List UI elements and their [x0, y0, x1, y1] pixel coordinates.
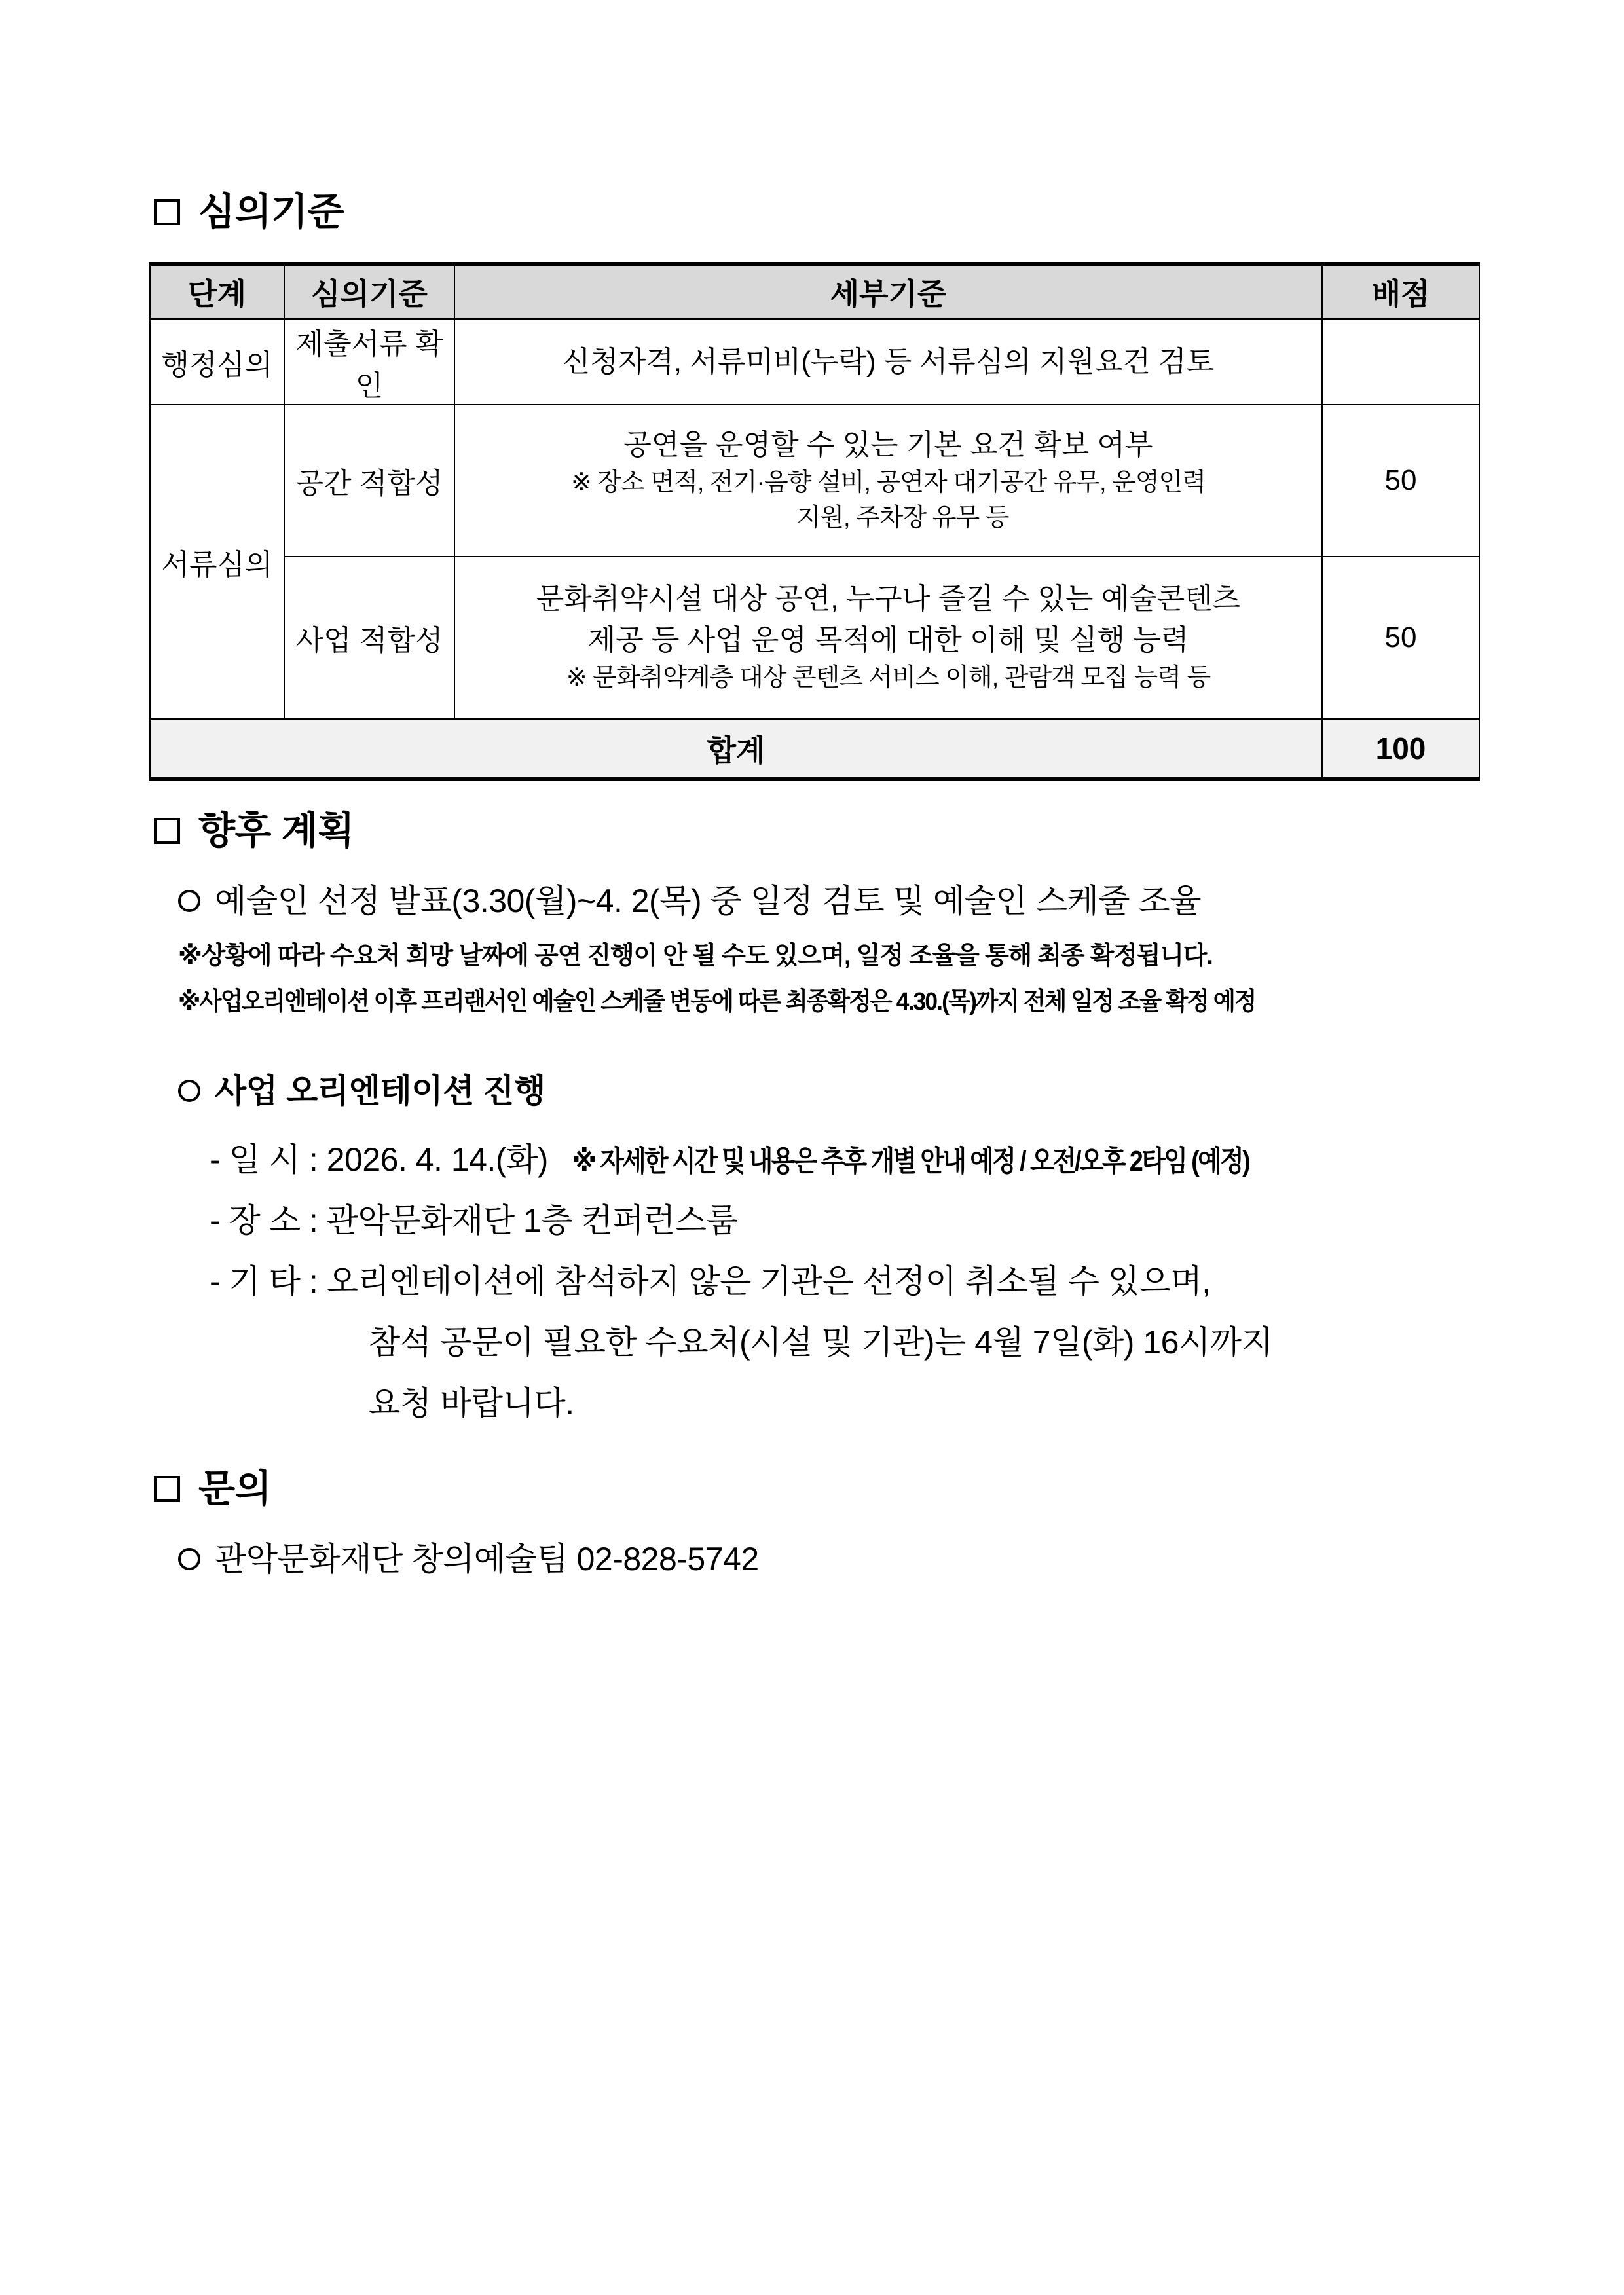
circle-bullet-icon [178, 890, 200, 912]
col-header-criterion: 심의기준 [284, 265, 454, 320]
cell-score-project: 50 [1322, 557, 1479, 719]
col-header-stage: 단계 [150, 265, 284, 320]
plan-item-orientation [178, 1071, 1488, 1112]
section-title-plan: 향후 계획 [198, 809, 354, 852]
cell-detail-admin: 신청자격, 서류미비(누락) 등 서류심의 지원요건 검토 [454, 319, 1322, 405]
section-heading-criteria [154, 193, 344, 231]
orientation-etc-line3: 요청 바랍니다. [369, 1385, 574, 1422]
plan-note-schedule: ※상황에 따라 수요처 희망 날짜에 공연 진행이 안 될 수도 있으며, 일정 조율을 통해 최종 확정됩니다. [178, 942, 1213, 970]
cell-detail-project [454, 557, 1322, 719]
plan-note-final-confirm: ※사업오리엔테이션 이후 프리랜서인 예술인 스케줄 변동에 따른 최종확정은 4.30.(목)까지 전체 일정 조율 확정 예정 [178, 988, 1256, 1016]
contact-item [178, 1539, 1488, 1580]
cell-criterion-project: 사업 적합성 [284, 557, 454, 719]
cell-detail-space [454, 405, 1322, 557]
table-total-row [150, 719, 1479, 779]
section-heading-contact [154, 1467, 272, 1510]
plan-item-announcement [178, 881, 1488, 922]
col-header-score: 배점 [1322, 265, 1479, 320]
orientation-date-label: - 일 시 : [210, 1141, 327, 1178]
orientation-place-value: 관악문화재단 1층 컨퍼런스룸 [326, 1202, 738, 1239]
circle-bullet-icon [178, 1548, 200, 1570]
orientation-place-label: - 장 소 : [210, 1202, 327, 1239]
criteria-table-wrapper [149, 262, 1480, 781]
orientation-etc-line1 [210, 1261, 1519, 1302]
detail-space-note-cont: 지원, 주차장 유무 등 [796, 504, 1009, 532]
square-bullet-icon [154, 199, 180, 225]
detail-project-main: 문화취약시설 대상 공연, 누구나 즐길 수 있는 예술콘텐츠 [536, 583, 1241, 615]
orientation-date-note: ※ 자세한 시간 및 내용은 추후 개별 안내 예정 / 오전/오후 2타임 (예정) [572, 1145, 1249, 1177]
cell-stage-document-review: 서류심의 [150, 405, 284, 719]
detail-project-note: ※ 문화취약계층 대상 콘텐츠 서비스 이해, 관람객 모집 능력 등 [566, 663, 1211, 691]
plan-item-announcement-text: 예술인 선정 발표(3.30(월)~4. 2(목) 중 일정 검토 및 예술인 스케줄 조율 [215, 883, 1202, 919]
orientation-date-value: 2026. 4. 14.(화) [326, 1141, 548, 1178]
detail-space-note: ※ 장소 면적, 전기·음향 설비, 공연자 대기공간 유무, 운영인력 [571, 469, 1206, 497]
table-row [150, 319, 1479, 405]
detail-space-main: 공연을 운영할 수 있는 기본 요건 확보 여부 [623, 428, 1153, 461]
contact-item-text: 관악문화재단 창의예술팀 02-828-5742 [215, 1541, 759, 1577]
cell-stage-admin: 행정심의 [150, 319, 284, 405]
cell-score-admin [1322, 319, 1479, 405]
cell-criterion-docs: 제출서류 확인 [284, 319, 454, 405]
circle-bullet-icon [178, 1080, 200, 1102]
cell-total-label: 합계 [150, 719, 1322, 779]
orientation-place-line [210, 1200, 1552, 1241]
plan-item-orientation-text: 사업 오리엔테이션 진행 [215, 1073, 545, 1109]
orientation-etc-label: - 기 타 : [210, 1263, 327, 1300]
table-header-row [150, 265, 1479, 320]
orientation-etc-line2: 참석 공문이 필요한 수요처(시설 및 기관)는 4월 7일(화) 16시까지 [369, 1324, 1273, 1361]
table-row [150, 557, 1479, 719]
square-bullet-icon [154, 1476, 180, 1502]
detail-project-main2: 제공 등 사업 운영 목적에 대한 이해 및 실행 능력 [587, 623, 1189, 656]
cell-score-space: 50 [1322, 405, 1479, 557]
square-bullet-icon [154, 818, 180, 844]
section-title-contact: 문의 [198, 1467, 272, 1510]
cell-criterion-space: 공간 적합성 [284, 405, 454, 557]
cell-total-score: 100 [1322, 719, 1479, 779]
orientation-etc-text1: 오리엔테이션에 참석하지 않은 기관은 선정이 취소될 수 있으며, [326, 1263, 1211, 1300]
orientation-date-line [210, 1139, 1552, 1181]
criteria-table [149, 262, 1480, 781]
table-row [150, 405, 1479, 557]
section-heading-plan [154, 809, 354, 852]
section-title-criteria: 심의기준 [198, 191, 344, 233]
col-header-detail: 세부기준 [454, 265, 1322, 320]
